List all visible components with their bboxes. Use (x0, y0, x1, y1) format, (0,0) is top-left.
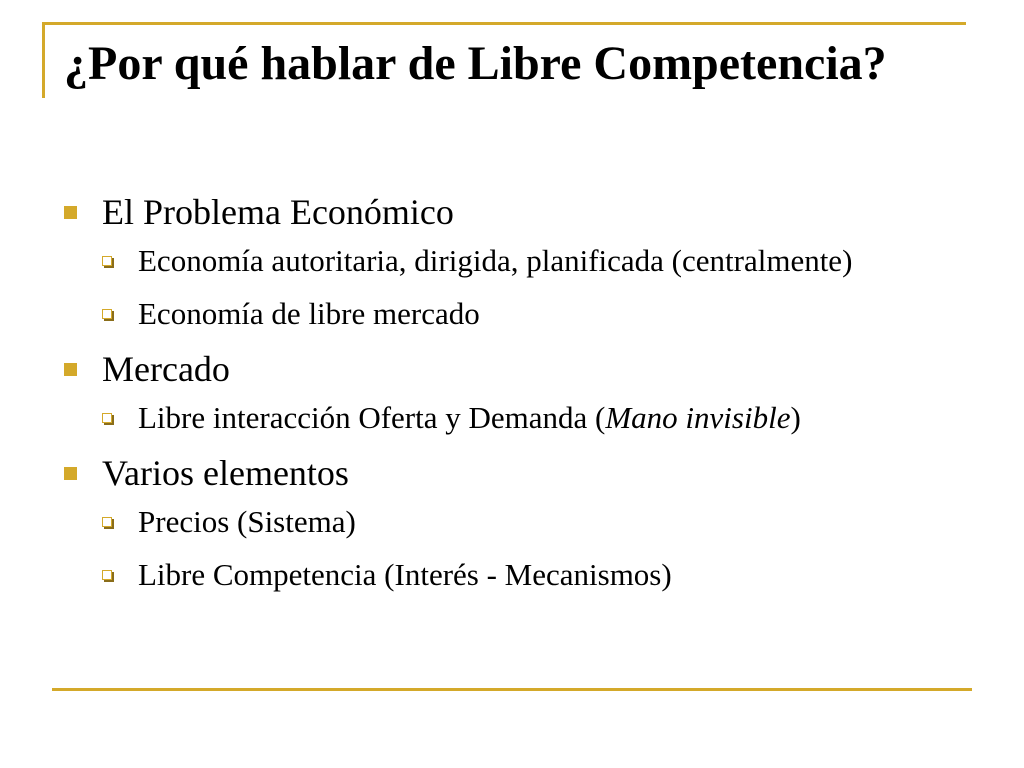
sub-bullet-economia-libre-mercado (100, 295, 964, 333)
sub-bullet-label: Libre Competencia (Interés - Mecanismos) (138, 557, 672, 592)
top-rule (42, 22, 966, 25)
filled-square-icon (64, 467, 77, 480)
sub-bullet-suffix: ) (790, 400, 801, 435)
sub-bullet-precios (100, 503, 964, 541)
sub-bullet-libre-competencia (100, 556, 964, 594)
sub-bullet-italic: Mano invisible (605, 400, 791, 435)
filled-square-icon (64, 363, 77, 376)
sub-bullet-label (138, 400, 801, 435)
sub-bullet-prefix: Libre interacción Oferta y Demanda ( (138, 400, 606, 435)
bullet-label: Varios elementos (102, 453, 349, 493)
hollow-square-icon (102, 309, 112, 319)
bullet-item-mercado (64, 347, 964, 391)
hollow-square-icon (102, 256, 112, 266)
hollow-square-icon (102, 517, 112, 527)
bullet-list (64, 190, 964, 594)
bullet-item-problema-economico (64, 190, 964, 234)
bottom-rule (52, 688, 972, 691)
hollow-square-icon (102, 413, 112, 423)
sub-bullet-label: Economía autoritaria, dirigida, planificada (centralmente) (138, 243, 853, 278)
bullet-item-varios-elementos (64, 451, 964, 495)
sub-bullet-label: Precios (Sistema) (138, 504, 356, 539)
hollow-square-icon (102, 570, 112, 580)
slide-title: ¿Por qué hablar de Libre Competencia? (64, 37, 887, 90)
sub-bullet-label: Economía de libre mercado (138, 296, 480, 331)
filled-square-icon (64, 206, 77, 219)
left-rule (42, 22, 45, 98)
bullet-label: El Problema Económico (102, 192, 454, 232)
sub-bullet-libre-interaccion (100, 399, 964, 437)
sub-bullet-economia-autoritaria (100, 242, 964, 280)
bullet-label: Mercado (102, 349, 230, 389)
